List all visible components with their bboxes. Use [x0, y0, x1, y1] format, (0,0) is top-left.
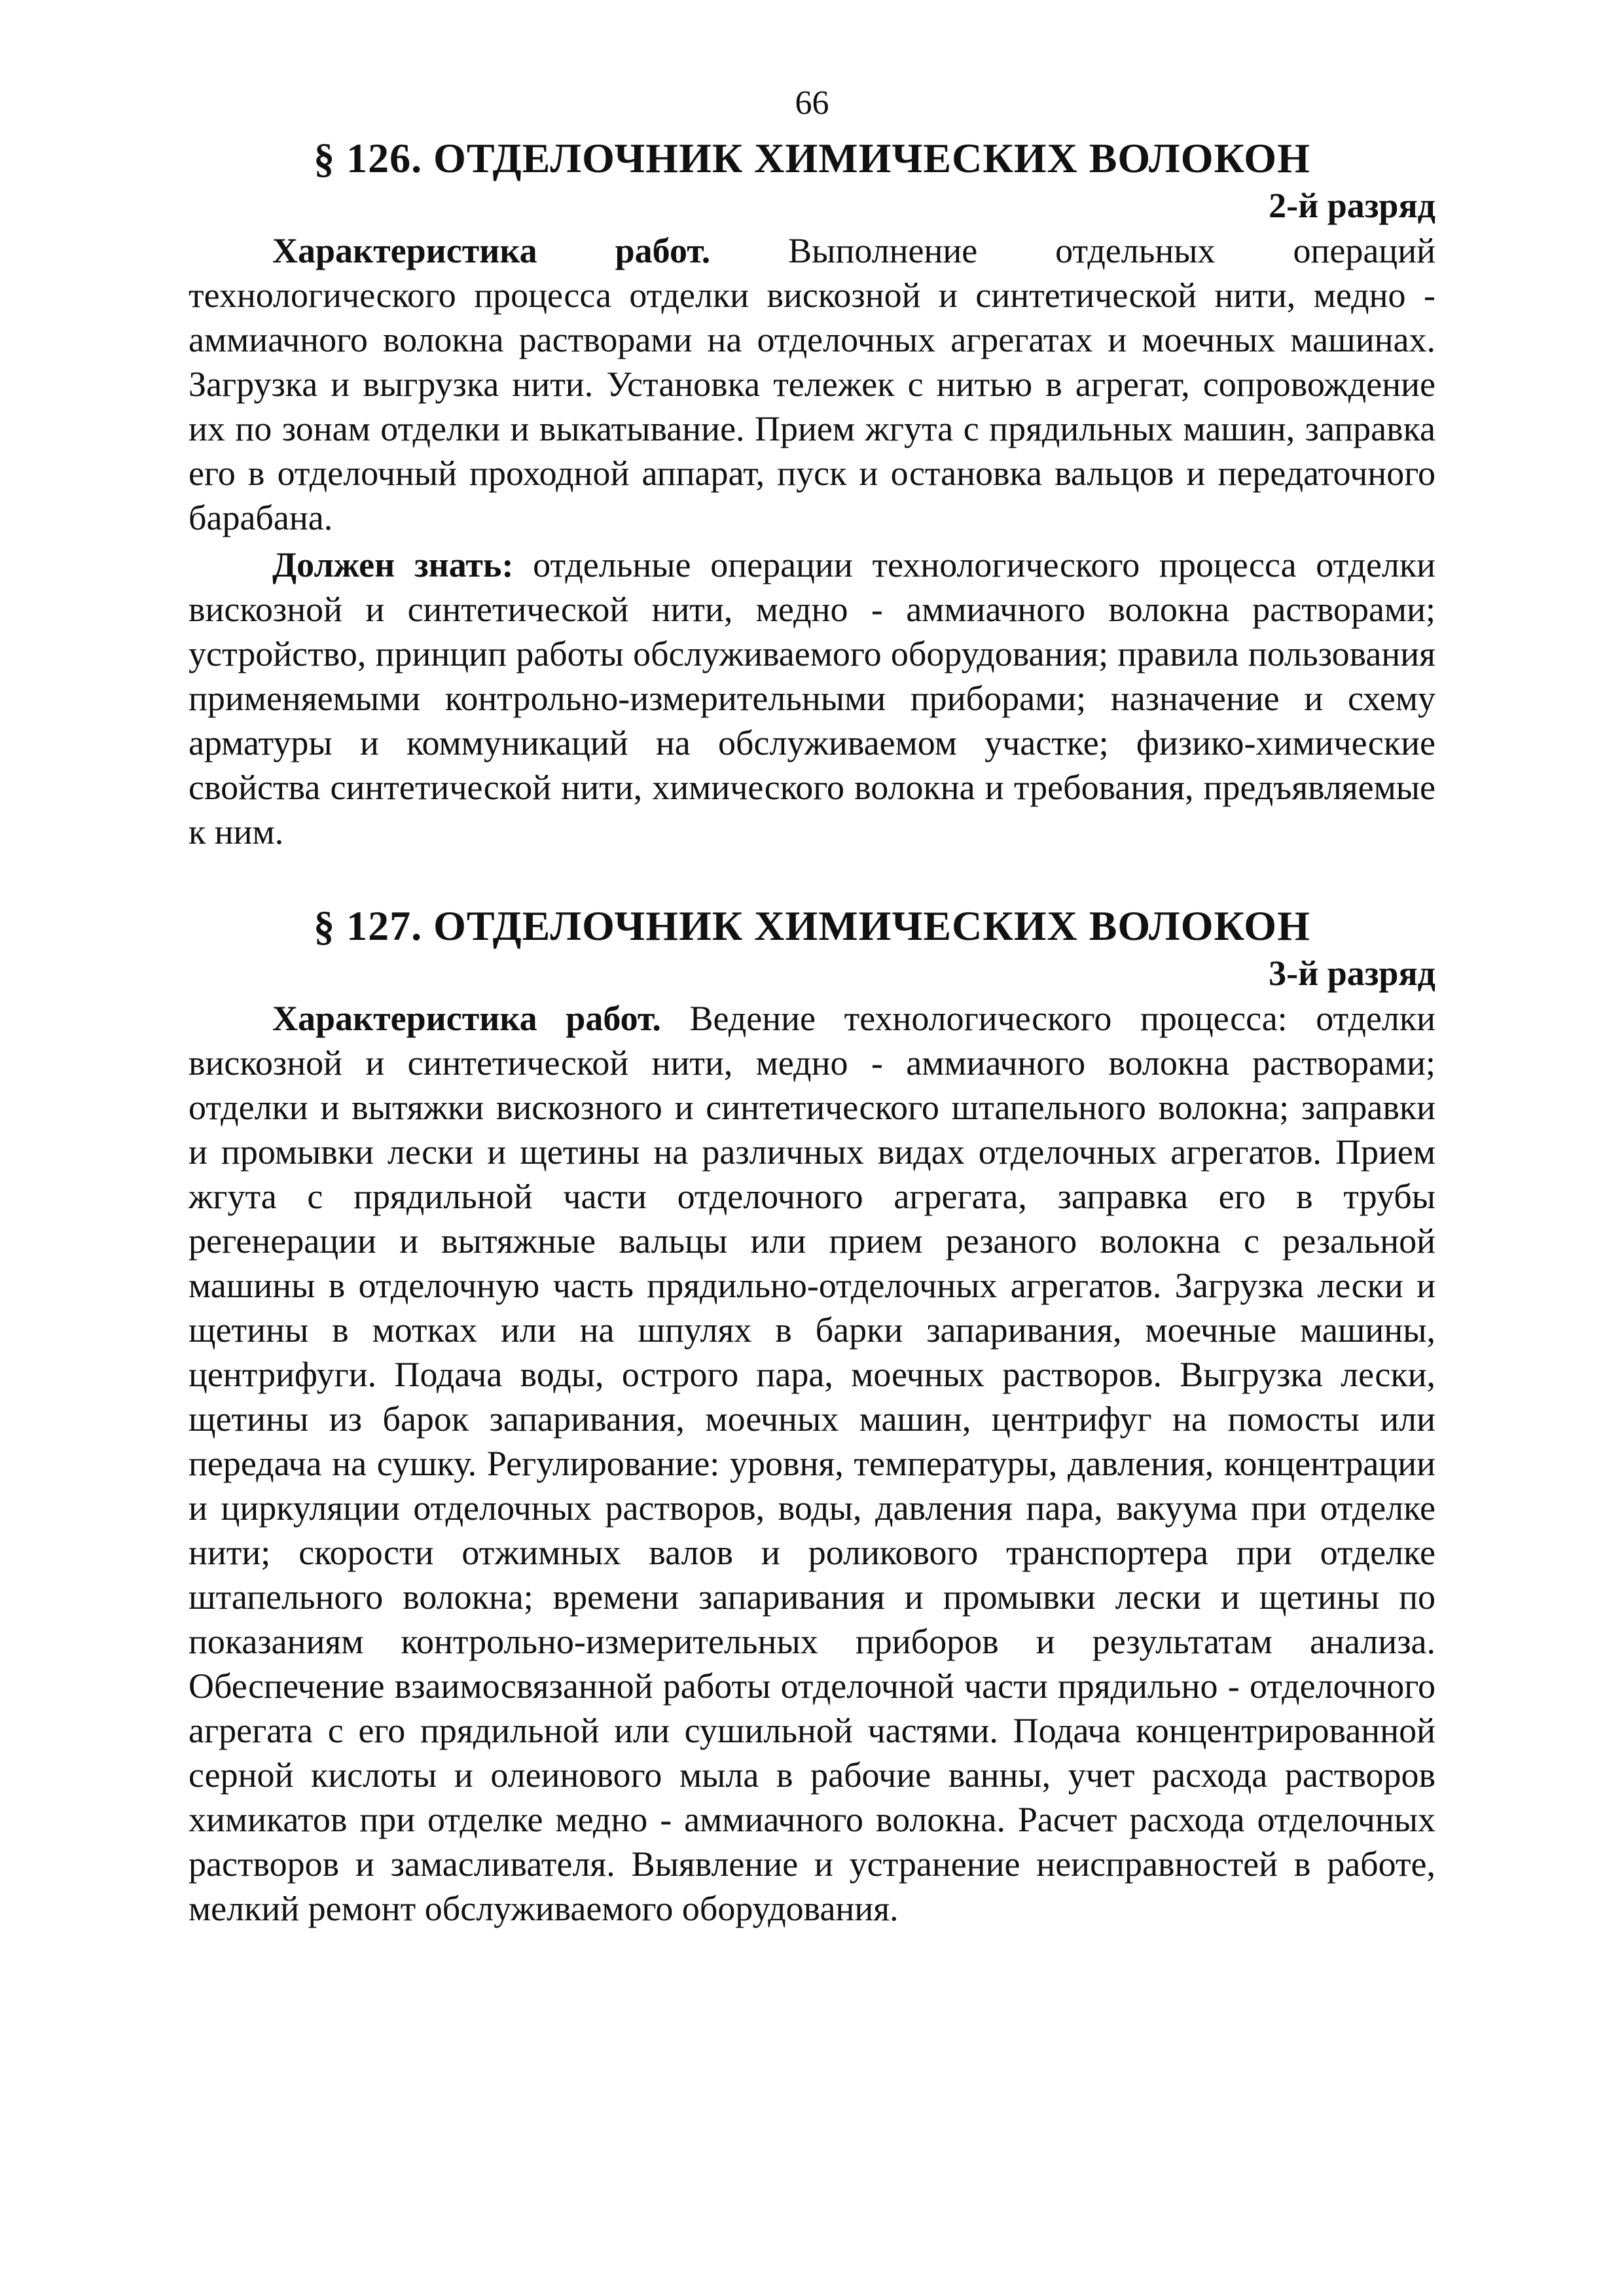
- section-title: § 126. ОТДЕЛОЧНИК ХИМИЧЕСКИХ ВОЛОКОН: [314, 135, 1310, 181]
- section-126: [189, 134, 1435, 854]
- work-characteristic-label: Характеристика работ.: [272, 231, 711, 270]
- page-number: 66: [795, 84, 829, 122]
- work-characteristic-label: Характеристика работ.: [272, 999, 661, 1038]
- must-know-text: отдельные операции технологического процесса отделки вискозной и синтетической нити, медно - аммиачного волокна растворами; устройство, принцип работы обслуживаемого оборудования; правила пользования применяемыми контрольно-измерительными приборами; назначение и схему арматуры и коммуникаций на обслуживаемом участке; физико-химические свойства синтетической нити, химического волокна и требования, предъявляемые к ним.: [189, 545, 1435, 852]
- section-127: [189, 902, 1435, 1931]
- work-characteristic-paragraph: [189, 996, 1435, 1931]
- work-characteristic-paragraph: [189, 228, 1435, 540]
- section-title: § 127. ОТДЕЛОЧНИК ХИМИЧЕСКИХ ВОЛОКОН: [314, 903, 1310, 949]
- work-characteristic-text: Ведение технологического процесса: отделки вискозной и синтетической нити, медно - аммиачного волокна растворами; отделки и вытяжки вискозного и синтетического штапельного волокна; заправки и промывки лески и щетины на различных видах отделочных агрегатов. Прием жгута с прядильной части отделочного агрегата, заправка его в трубы регенерации и вытяжные вальцы или прием резаного волокна с резальной машины в отделочную часть прядильно-отделочных агрегатов. Загрузка лески и щетины в мотках или на шпулях в барки запаривания, моечные машины, центрифуги. Подача воды, острого пара, моечных растворов. Выгрузка лески, щетины из барок запаривания, моечных машин, центрифуг на помосты или передача на сушку. Регулирование: уровня, температуры, давления, концентрации и циркуляции отделочных растворов, воды, давления пара, вакуума при отделке нити; скорости отжимных валов и роликового транспортера при отделке штапельного волокна; времени запаривания и промывки лески и щетины по показаниям контрольно-измерительных приборов и результатам анализа. Обеспечение взаимосвязанной работы отделочной части прядильно - отделочного агрегата с его прядильной или сушильной частями. Подача концентрированной серной кислоты и олеинового мыла в рабочие ванны, учет расхода растворов химикатов при отделке медно - аммиачного волокна. Расчет расхода отделочных растворов и замасливателя. Выявление и устранение неисправностей в работе, мелкий ремонт обслуживаемого оборудования.: [189, 999, 1436, 1928]
- grade-label: 3-й разряд: [1269, 954, 1435, 993]
- grade-label: 2-й разряд: [1269, 186, 1435, 225]
- must-know-label: Должен знать:: [272, 545, 514, 584]
- must-know-paragraph: [189, 543, 1435, 854]
- work-characteristic-text: Выполнение отдельных операций технологического процесса отделки вискозной и синтетической нити, медно - аммиачного волокна растворами на отделочных агрегатах и моечных машинах. Загрузка и выгрузка нити. Установка тележек с нитью в агрегат, сопровождение их по зонам отделки и выкатывание. Прием жгута с прядильных машин, заправка его в отделочный проходной аппарат, пуск и остановка вальцов и передаточного барабана.: [189, 231, 1435, 537]
